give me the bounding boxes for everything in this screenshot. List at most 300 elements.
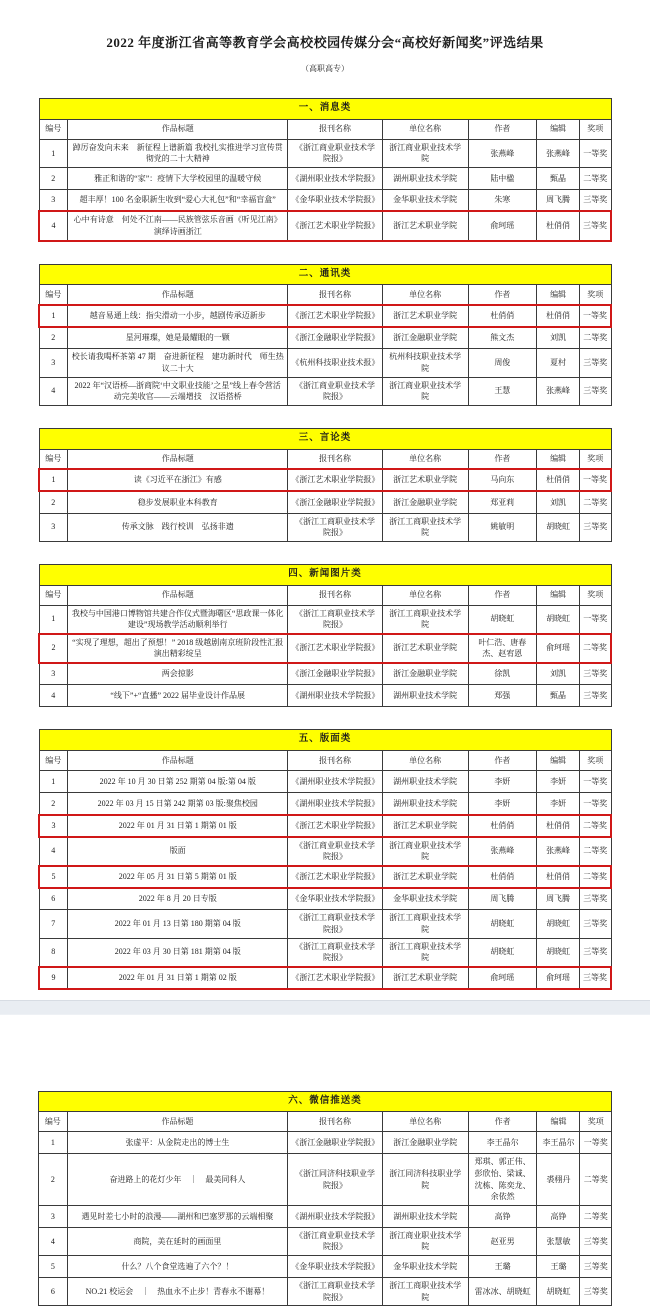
cell-paper: 《浙江艺术职业学院报》 [288, 305, 382, 327]
cell-paper: 《浙江工商职业技术学院报》 [288, 605, 382, 634]
cell-no: 4 [39, 377, 68, 405]
cell-unit: 浙江商业职业技术学院 [382, 837, 468, 866]
column-header-title: 作品标题 [68, 449, 288, 469]
table-row [39, 771, 611, 793]
table-row [39, 663, 611, 685]
cell-no: 2 [39, 327, 68, 349]
awards-table-1 [38, 98, 612, 242]
cell-paper: 《浙江商业职业技术学院报》 [288, 1227, 383, 1255]
cell-title: 2022 年 8 月 20 日专版 [68, 888, 288, 910]
column-header-award: 奖项 [580, 1112, 612, 1132]
column-header-unit: 单位名称 [382, 449, 468, 469]
column-header-paper: 报刊名称 [288, 585, 382, 605]
cell-no: 4 [39, 685, 68, 707]
cell-no: 3 [39, 189, 68, 211]
section-header: 四、新闻图片类 [39, 564, 611, 585]
cell-unit: 浙江工商职业技术学院 [382, 605, 468, 634]
cell-title: 越音易通上线：指尖滑动一小步，越剧传承迈新步 [68, 305, 288, 327]
page2-tables [38, 1091, 612, 1307]
cell-author: 熊文杰 [468, 327, 537, 349]
table-row [39, 513, 611, 541]
award-section-6 [38, 1091, 612, 1307]
cell-no: 3 [39, 663, 68, 685]
cell-editor: 俞珂瑶 [537, 634, 580, 663]
cell-paper: 《湖州职业技术学院报》 [288, 167, 382, 189]
cell-author: 王慧 [468, 377, 537, 405]
cell-unit: 浙江商业职业技术学院 [382, 139, 468, 167]
cell-title: 雅正和谐的“家”：疫情下大学校园里的温暖守候 [68, 167, 288, 189]
cell-title: 2022 年 03 月 15 日第 242 期第 03 版:聚焦校园 [68, 793, 288, 815]
cell-author: 马向东 [468, 469, 537, 491]
column-header-title: 作品标题 [68, 119, 288, 139]
column-header-unit: 单位名称 [382, 751, 468, 771]
cell-editor: 杜俏俏 [537, 815, 580, 837]
column-header-editor: 编辑 [537, 751, 580, 771]
cell-editor: 高铮 [537, 1205, 580, 1227]
cell-award: 二等奖 [580, 1154, 612, 1205]
cell-author: 徐凯 [468, 663, 537, 685]
cell-no: 5 [39, 1256, 68, 1278]
cell-title: 星河璀璨，她是最耀眼的一颗 [68, 327, 288, 349]
column-header-paper: 报刊名称 [288, 449, 382, 469]
cell-editor: 裘栩丹 [537, 1154, 580, 1205]
cell-editor: 甄晶 [537, 685, 580, 707]
cell-paper: 《湖州职业技术学院报》 [288, 771, 382, 793]
cell-award: 三等奖 [580, 349, 611, 377]
cell-author: 李王晶尔 [468, 1132, 537, 1154]
cell-editor: 胡晓虹 [537, 938, 580, 967]
column-header-title: 作品标题 [68, 285, 288, 305]
cell-author: 王璐 [468, 1256, 537, 1278]
table-row [39, 377, 611, 405]
cell-author: 郑亚莉 [468, 491, 537, 513]
cell-unit: 湖州职业技术学院 [382, 1205, 468, 1227]
cell-paper: 《浙江商业职业技术学院报》 [288, 139, 382, 167]
cell-author: 俞珂瑶 [468, 967, 537, 989]
cell-award: 二等奖 [580, 1205, 612, 1227]
cell-paper: 《浙江艺术职业学院报》 [288, 469, 382, 491]
cell-award: 一等奖 [580, 793, 611, 815]
column-header-unit: 单位名称 [382, 1112, 468, 1132]
table-row-highlighted [39, 211, 611, 240]
cell-award: 二等奖 [580, 837, 611, 866]
cell-title: 2022 年 10 月 30 日第 252 期第 04 版:第 04 版 [68, 771, 288, 793]
cell-paper: 《浙江金融职业学院报》 [288, 663, 382, 685]
cell-paper: 《浙江艺术职业学院报》 [288, 211, 382, 240]
column-header-title: 作品标题 [67, 1112, 288, 1132]
column-header-title: 作品标题 [68, 751, 288, 771]
cell-title: 2022 年 01 月 31 日第 1 期第 02 版 [68, 967, 288, 989]
cell-editor: 张燕峰 [537, 139, 580, 167]
cell-author: 郑强 [468, 685, 537, 707]
cell-author: 周俊 [468, 349, 537, 377]
cell-paper: 《金华职业技术学院报》 [288, 1256, 383, 1278]
awards-table-2 [38, 264, 612, 406]
cell-title: 读《习近平在浙江》有感 [68, 469, 288, 491]
cell-no: 1 [39, 305, 68, 327]
column-header-title: 作品标题 [68, 585, 288, 605]
column-header-award: 奖项 [580, 449, 611, 469]
cell-editor: 杜俏俏 [537, 211, 580, 240]
cell-award: 一等奖 [580, 605, 611, 634]
cell-unit: 浙江艺术职业学院 [382, 967, 468, 989]
award-section-1 [38, 98, 612, 242]
cell-editor: 李王晶尔 [537, 1132, 580, 1154]
cell-author: 胡晓虹 [468, 605, 537, 634]
cell-editor: 周飞腾 [537, 888, 580, 910]
cell-award: 一等奖 [580, 1132, 612, 1154]
table-row [39, 1205, 612, 1227]
table-row [39, 1256, 612, 1278]
cell-editor: 俞珂瑶 [537, 967, 580, 989]
column-header-unit: 单位名称 [382, 119, 468, 139]
cell-editor: 胡晓虹 [537, 605, 580, 634]
table-row [39, 349, 611, 377]
cell-paper: 《浙江工商职业技术学院报》 [288, 513, 382, 541]
table-row [39, 837, 611, 866]
cell-unit: 杭州科技职业技术学院 [382, 349, 468, 377]
cell-award: 三等奖 [580, 1256, 612, 1278]
table-row [39, 1132, 612, 1154]
page-break-separator [0, 1000, 650, 1015]
table-row [39, 910, 611, 938]
column-header-award: 奖项 [580, 285, 611, 305]
cell-title: 2022 年 01 月 13 日第 180 期第 04 版 [68, 910, 288, 938]
cell-unit: 浙江工商职业技术学院 [382, 513, 468, 541]
awards-table-5 [38, 729, 612, 989]
cell-author: 姚敏明 [468, 513, 537, 541]
column-header-award: 奖项 [580, 119, 611, 139]
cell-editor: 杜俏俏 [537, 305, 580, 327]
column-header-no: 编号 [39, 285, 68, 305]
column-header-no: 编号 [39, 449, 68, 469]
cell-no: 8 [39, 938, 68, 967]
table-row [39, 1227, 612, 1255]
cell-title: 踔厉奋发向未来 新征程上谱新篇 我校扎实推进学习宣传贯彻党的二十大精神 [68, 139, 288, 167]
cell-editor: 刘凯 [537, 491, 580, 513]
cell-title: “实现了理想，超出了预想！” 2018 级越剧南京班阶段性汇报演出精彩绽呈 [68, 634, 288, 663]
awards-table-4 [38, 564, 612, 708]
cell-unit: 浙江金融职业学院 [382, 491, 468, 513]
cell-award: 二等奖 [580, 866, 611, 888]
cell-no: 4 [39, 211, 68, 240]
cell-unit: 浙江工商职业技术学院 [382, 938, 468, 967]
cell-no: 3 [39, 815, 68, 837]
cell-no: 1 [39, 469, 68, 491]
section-header: 二、通讯类 [39, 264, 611, 285]
table-row-highlighted [39, 967, 611, 989]
cell-author: 胡晓虹 [468, 938, 537, 967]
cell-author: 赵亚男 [468, 1227, 537, 1255]
cell-editor: 胡晓虹 [537, 513, 580, 541]
cell-title: NO.21 校运会 ｜ 热血永不止步！青春永不谢幕！ [67, 1278, 288, 1306]
cell-award: 一等奖 [580, 305, 611, 327]
column-header-editor: 编辑 [537, 285, 580, 305]
section-header: 三、言论类 [39, 428, 611, 449]
cell-editor: 胡晓虹 [537, 1278, 580, 1306]
award-section-2 [38, 264, 612, 406]
column-header-unit: 单位名称 [382, 285, 468, 305]
cell-award: 三等奖 [580, 663, 611, 685]
cell-editor: 夏村 [537, 349, 580, 377]
cell-no: 1 [39, 605, 68, 634]
column-header-author: 作者 [468, 1112, 537, 1132]
cell-editor: 甄晶 [537, 167, 580, 189]
table-row [39, 888, 611, 910]
cell-paper: 《浙江金融职业学院报》 [288, 327, 382, 349]
cell-title: 什么？八个食堂选遍了六个？！ [67, 1256, 288, 1278]
cell-author: 周飞腾 [468, 888, 537, 910]
cell-unit: 浙江金融职业学院 [382, 1132, 468, 1154]
cell-unit: 浙江金融职业学院 [382, 327, 468, 349]
cell-no: 3 [39, 349, 68, 377]
page-subtitle: （高职高专） [301, 64, 349, 73]
cell-award: 二等奖 [580, 327, 611, 349]
cell-award: 三等奖 [580, 513, 611, 541]
awards-table-6 [38, 1091, 612, 1307]
cell-editor: 杜俏俏 [537, 469, 580, 491]
cell-editor: 周飞腾 [537, 189, 580, 211]
cell-paper: 《浙江金融职业学院报》 [288, 1132, 383, 1154]
cell-paper: 《浙江同济科技职业学院报》 [288, 1154, 383, 1205]
cell-award: 二等奖 [580, 634, 611, 663]
column-header-award: 奖项 [580, 585, 611, 605]
page-title: 2022 年度浙江省高等教育学会高校校园传媒分会“高校好新闻奖”评选结果 [106, 35, 544, 50]
cell-title: “线下”+“直播” 2022 届毕业设计作品展 [68, 685, 288, 707]
table-row-highlighted [39, 634, 611, 663]
column-header-author: 作者 [468, 585, 537, 605]
cell-title: 2022 年“汉语桥—浙商院‘中文职业技能’之星”线上春令营活动完美收官——云端增技 汉语搭桥 [68, 377, 288, 405]
table-row [39, 491, 611, 513]
cell-unit: 金华职业技术学院 [382, 189, 468, 211]
cell-author: 陆中楹 [468, 167, 537, 189]
cell-author: 张燕峰 [468, 139, 537, 167]
cell-no: 1 [39, 1132, 68, 1154]
cell-unit: 浙江艺术职业学院 [382, 866, 468, 888]
cell-unit: 浙江工商职业技术学院 [382, 1278, 468, 1306]
table-row [39, 685, 611, 707]
cell-editor: 胡晓虹 [537, 910, 580, 938]
cell-editor: 刘凯 [537, 663, 580, 685]
table-row [39, 167, 611, 189]
section-header: 一、消息类 [39, 99, 611, 120]
cell-unit: 浙江艺术职业学院 [382, 634, 468, 663]
cell-author: 胡晓虹 [468, 910, 537, 938]
cell-title: 心中有诗意 何处不江南——民族管弦乐音画《听见江南》演绎诗画浙江 [68, 211, 288, 240]
section-header: 五、版面类 [39, 730, 611, 751]
cell-author: 高铮 [468, 1205, 537, 1227]
cell-editor: 李妍 [537, 771, 580, 793]
cell-author: 叶仁浩、唐春杰、赵宥恩 [468, 634, 537, 663]
cell-title: 传承文脉 践行校训 弘扬非遗 [68, 513, 288, 541]
cell-no: 3 [39, 513, 68, 541]
column-header-award: 奖项 [580, 751, 611, 771]
cell-author: 杜俏俏 [468, 866, 537, 888]
cell-no: 4 [39, 837, 68, 866]
cell-unit: 浙江商业职业技术学院 [382, 1227, 468, 1255]
cell-award: 三等奖 [580, 938, 611, 967]
cell-award: 一等奖 [580, 139, 611, 167]
cell-author: 雷冰冰、胡晓虹 [468, 1278, 537, 1306]
column-header-paper: 报刊名称 [288, 1112, 383, 1132]
column-header-editor: 编辑 [537, 585, 580, 605]
cell-unit: 浙江艺术职业学院 [382, 469, 468, 491]
column-header-paper: 报刊名称 [288, 285, 382, 305]
cell-editor: 杜俏俏 [537, 866, 580, 888]
cell-unit: 湖州职业技术学院 [382, 793, 468, 815]
cell-award: 三等奖 [580, 189, 611, 211]
cell-award: 一等奖 [580, 469, 611, 491]
column-header-paper: 报刊名称 [288, 119, 382, 139]
cell-title: 奋进路上的花灯少年 ｜ 最美同科人 [67, 1154, 288, 1205]
column-header-editor: 编辑 [537, 1112, 580, 1132]
table-row-highlighted [39, 305, 611, 327]
cell-no: 3 [39, 1205, 68, 1227]
cell-unit: 湖州职业技术学院 [382, 771, 468, 793]
cell-paper: 《浙江工商职业技术学院报》 [288, 910, 382, 938]
cell-paper: 《浙江工商职业技术学院报》 [288, 938, 382, 967]
cell-unit: 浙江艺术职业学院 [382, 305, 468, 327]
award-section-4 [38, 564, 612, 708]
cell-title: 我校与中国港口博物馆共建合作仪式暨海曙区“思政课一体化建设”现场教学活动顺利举行 [68, 605, 288, 634]
cell-unit: 浙江工商职业技术学院 [382, 910, 468, 938]
table-row-highlighted [39, 469, 611, 491]
award-section-5 [38, 729, 612, 989]
cell-title: 2022 年 03 月 30 日第 181 期第 04 版 [68, 938, 288, 967]
cell-no: 2 [39, 491, 68, 513]
cell-paper: 《湖州职业技术学院报》 [288, 1205, 383, 1227]
cell-award: 二等奖 [580, 491, 611, 513]
cell-no: 6 [39, 1278, 68, 1306]
column-header-no: 编号 [39, 585, 68, 605]
cell-unit: 浙江艺术职业学院 [382, 815, 468, 837]
table-row [39, 139, 611, 167]
cell-author: 郑琪、郭正伟、彭欣怡、梁诚、沈栋、陈奕龙、余依然 [468, 1154, 537, 1205]
cell-paper: 《浙江商业职业技术学院报》 [288, 377, 382, 405]
table-row [39, 327, 611, 349]
cell-paper: 《浙江金融职业学院报》 [288, 491, 382, 513]
cell-award: 三等奖 [580, 211, 611, 240]
table-row-highlighted [39, 815, 611, 837]
document-page-2 [0, 1015, 650, 1316]
cell-author: 张燕峰 [468, 837, 537, 866]
cell-paper: 《金华职业技术学院报》 [288, 888, 382, 910]
cell-title: 两会掠影 [68, 663, 288, 685]
cell-award: 三等奖 [580, 1227, 612, 1255]
cell-editor: 张燕峰 [537, 377, 580, 405]
cell-award: 三等奖 [580, 1278, 612, 1306]
cell-editor: 王璐 [537, 1256, 580, 1278]
page1-tables [38, 98, 612, 990]
cell-title: 超丰厚！100 名金职新生收到“爱心大礼包”和“幸福盲盒” [68, 189, 288, 211]
column-header-paper: 报刊名称 [288, 751, 382, 771]
cell-title: 稳步发展职业本科教育 [68, 491, 288, 513]
column-header-author: 作者 [468, 751, 537, 771]
cell-author: 李妍 [468, 771, 537, 793]
cell-unit: 浙江商业职业技术学院 [382, 377, 468, 405]
cell-paper: 《湖州职业技术学院报》 [288, 685, 382, 707]
cell-no: 9 [39, 967, 68, 989]
cell-unit: 金华职业技术学院 [382, 888, 468, 910]
column-header-no: 编号 [39, 1112, 68, 1132]
cell-paper: 《浙江艺术职业学院报》 [288, 815, 382, 837]
cell-author: 俞珂瑶 [468, 211, 537, 240]
column-header-no: 编号 [39, 119, 68, 139]
cell-editor: 张燕峰 [537, 837, 580, 866]
cell-author: 李妍 [468, 793, 537, 815]
cell-paper: 《浙江艺术职业学院报》 [288, 967, 382, 989]
cell-no: 6 [39, 888, 68, 910]
cell-no: 2 [39, 793, 68, 815]
cell-unit: 浙江同济科技职业学院 [382, 1154, 468, 1205]
cell-award: 三等奖 [580, 910, 611, 938]
cell-award: 三等奖 [580, 377, 611, 405]
awards-table-3 [38, 428, 612, 542]
cell-no: 5 [39, 866, 68, 888]
cell-paper: 《浙江商业职业技术学院报》 [288, 837, 382, 866]
cell-unit: 金华职业技术学院 [382, 1256, 468, 1278]
cell-no: 2 [39, 1154, 68, 1205]
cell-unit: 浙江艺术职业学院 [382, 211, 468, 240]
cell-no: 2 [39, 634, 68, 663]
cell-author: 朱寒 [468, 189, 537, 211]
cell-editor: 张慧敏 [537, 1227, 580, 1255]
cell-paper: 《浙江艺术职业学院报》 [288, 634, 382, 663]
column-header-author: 作者 [468, 449, 537, 469]
table-row [39, 189, 611, 211]
cell-paper: 《浙江工商职业技术学院报》 [288, 1278, 383, 1306]
award-section-3 [38, 428, 612, 542]
cell-title: 2022 年 05 月 31 日第 5 期第 01 版 [68, 866, 288, 888]
cell-unit: 湖州职业技术学院 [382, 167, 468, 189]
cell-no: 2 [39, 167, 68, 189]
cell-paper: 《杭州科技职业技术报》 [288, 349, 382, 377]
column-header-author: 作者 [468, 285, 537, 305]
table-row-highlighted [39, 866, 611, 888]
column-header-no: 编号 [39, 751, 68, 771]
cell-award: 一等奖 [580, 771, 611, 793]
cell-award: 三等奖 [580, 685, 611, 707]
column-header-editor: 编辑 [537, 119, 580, 139]
cell-title: 张虚平：从金院走出的博士生 [67, 1132, 288, 1154]
column-header-author: 作者 [468, 119, 537, 139]
table-row [39, 605, 611, 634]
cell-title: 2022 年 01 月 31 日第 1 期第 01 版 [68, 815, 288, 837]
cell-title: 遇见时差七小时的浪漫——湖州和巴塞罗那的云端相聚 [67, 1205, 288, 1227]
cell-paper: 《金华职业技术学院报》 [288, 189, 382, 211]
cell-paper: 《湖州职业技术学院报》 [288, 793, 382, 815]
cell-award: 三等奖 [580, 967, 611, 989]
cell-no: 1 [39, 771, 68, 793]
cell-unit: 浙江金融职业学院 [382, 663, 468, 685]
cell-award: 二等奖 [580, 815, 611, 837]
table-row [39, 938, 611, 967]
cell-editor: 刘凯 [537, 327, 580, 349]
column-header-unit: 单位名称 [382, 585, 468, 605]
cell-author: 杜俏俏 [468, 305, 537, 327]
cell-no: 4 [39, 1227, 68, 1255]
section-header: 六、微信推送类 [39, 1091, 612, 1112]
column-header-editor: 编辑 [537, 449, 580, 469]
cell-title: 版面 [68, 837, 288, 866]
cell-no: 1 [39, 139, 68, 167]
cell-unit: 湖州职业技术学院 [382, 685, 468, 707]
cell-title: 商院，美在延时的画面里 [67, 1227, 288, 1255]
cell-title: 校长请我喝杯茶第 47 期 奋进新征程 建功新时代 师生热议二十大 [68, 349, 288, 377]
cell-no: 7 [39, 910, 68, 938]
cell-award: 三等奖 [580, 888, 611, 910]
table-row [39, 793, 611, 815]
